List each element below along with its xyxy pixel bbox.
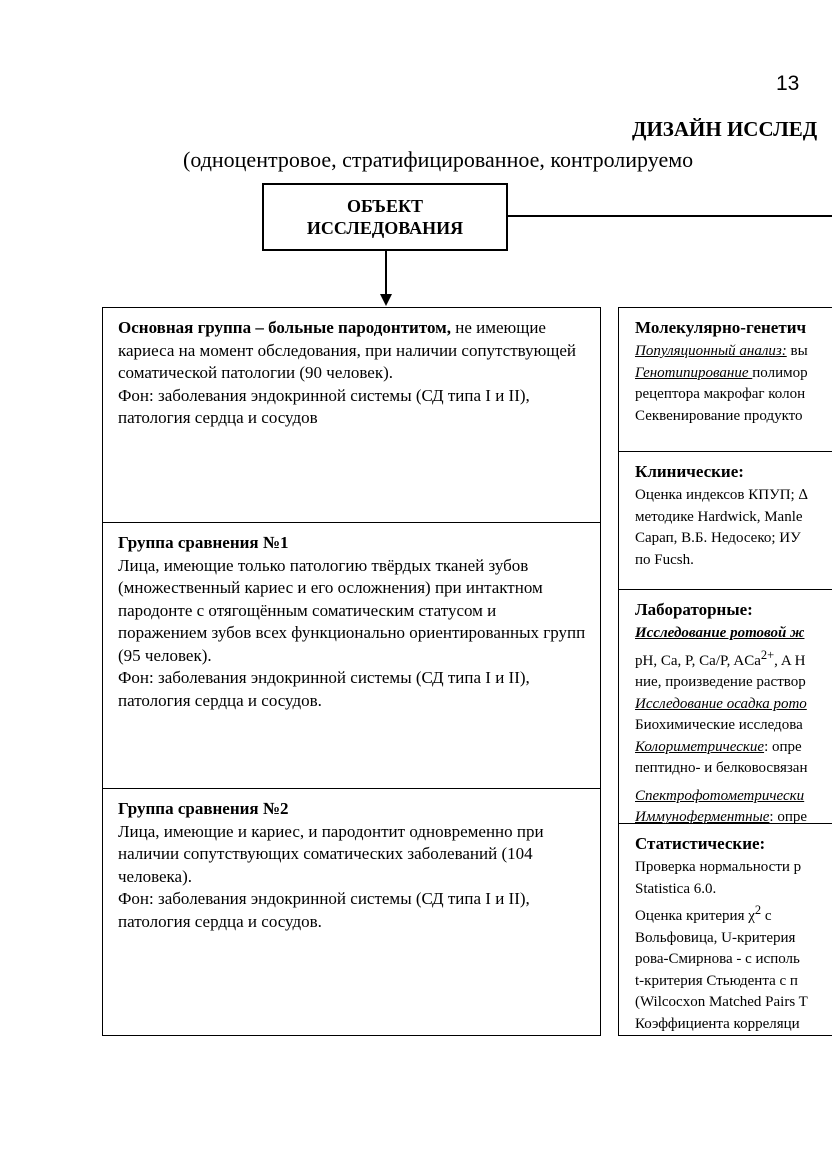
molecular-text: вы [786, 343, 808, 359]
molecular-em: Популяционный анализ: [635, 343, 787, 359]
statistics-line: (Wilcocxon Matched Pairs T [635, 994, 808, 1010]
statistics-line: t-критерия Стьюдента с п [635, 972, 798, 989]
group-comparison-2-body: Лица, имеющие и кариес, и пародонтит одновременно при наличии сопутствующих соматических заболеваний (104 человека). [118, 821, 544, 886]
group-comparison-2-background: Фон: заболевания эндокринной системы (СД типа I и II), патология сердца и сосудов. [118, 889, 530, 931]
section-clinical-title: Клинические: [635, 462, 744, 481]
study-object-line2: ИССЛЕДОВАНИЯ [306, 218, 464, 238]
group-main-body: не имеющие кариеса на момент обследования, при наличии сопутствующей соматической патологии (90 человек). [118, 318, 577, 382]
laboratory-text: : опре [764, 738, 802, 755]
laboratory-line: пептидно- и белковосвязан [635, 760, 808, 776]
group-main-background: Фон: заболевания эндокринной системы (СД типа I и II), патология сердца и сосудов [118, 385, 530, 427]
laboratory-em: Колориметрические [635, 738, 765, 755]
molecular-line: Секвенирование продукто [635, 407, 803, 424]
statistics-line: Вольфовица, U-критерия [635, 929, 796, 946]
statistics-line: Statistica 6.0. [635, 880, 717, 897]
laboratory-sup: 2+ [760, 647, 775, 662]
connector-down [385, 251, 387, 296]
statistics-text: Оценка критерия χ [635, 908, 755, 924]
section-laboratory [619, 589, 832, 823]
laboratory-em: Иммуноферментные [635, 809, 770, 823]
laboratory-em: Спектрофотометрически [635, 787, 805, 804]
laboratory-line [635, 786, 832, 808]
laboratory-text: pH, Ca, P, Ca/P, ACa [635, 652, 761, 669]
section-laboratory-title: Лабораторные: [635, 600, 753, 619]
section-statistics [619, 823, 832, 1035]
laboratory-line [635, 694, 832, 716]
molecular-em: Генотипирование [635, 364, 753, 381]
study-object-line1: ОБЪЕКТ [346, 196, 424, 216]
group-comparison-1 [103, 522, 600, 788]
group-comparison-1-background: Фон: заболевания эндокринной системы (СД типа I и II), патология сердца и сосудов. [118, 668, 530, 710]
group-comparison-1-title: Группа сравнения №1 [118, 533, 289, 552]
clinical-line: Сарап, В.Б. Недосеко; ИУ [635, 530, 801, 546]
clinical-line: Оценка индексов КПУП; ∆ [635, 487, 808, 503]
laboratory-line [635, 807, 832, 823]
statistics-line: Проверка нормальности р [635, 859, 802, 875]
page-number: 13 [776, 72, 800, 95]
connector-right [508, 215, 832, 217]
group-main [103, 308, 600, 522]
methods-column [618, 307, 832, 1036]
section-statistics-title: Статистические: [635, 834, 766, 853]
laboratory-em: Исследование осадка рото [635, 695, 807, 712]
statistics-text: с [761, 908, 772, 924]
group-comparison-2-title: Группа сравнения №2 [118, 799, 289, 818]
laboratory-line [635, 737, 832, 759]
group-main-title: Основная группа – больные пародонтитом, [118, 318, 451, 337]
laboratory-line: Биохимические исследова [635, 717, 803, 733]
statistics-line: Коэффициента корреляци [635, 1015, 800, 1032]
groups-column [102, 307, 601, 1036]
group-comparison-2 [103, 788, 600, 1035]
clinical-line: методике Hardwick, Manle [635, 508, 803, 525]
page-subtitle: (одноцентровое, стратифицированное, контролируемо [183, 147, 694, 172]
section-molecular-title: Молекулярно-генетич [635, 318, 807, 337]
molecular-line [635, 363, 832, 385]
laboratory-text: : опре [769, 809, 808, 823]
section-clinical [619, 451, 832, 589]
laboratory-line: ние, произведение раствор [635, 674, 806, 690]
statistics-line [635, 900, 832, 928]
molecular-line [635, 341, 832, 363]
section-molecular [619, 308, 832, 451]
laboratory-text: , A H [774, 652, 806, 669]
statistics-line: рова-Смирнова - с исполь [635, 951, 800, 967]
page-title: ДИЗАЙН ИССЛЕД [632, 117, 818, 141]
molecular-line: рецептора макрофаг колон [635, 386, 806, 402]
laboratory-em: Исследование ротовой ж [635, 625, 805, 641]
statistics-sup: 2 [754, 903, 762, 917]
study-object-box [262, 183, 508, 251]
group-comparison-1-body: Лица, имеющие только патологию твёрдых тканей зубов (множественный кариес и его осложнения) при интактном пародонте с отягощённым соматическим статусом и поражением зубов всех функционально ориентированных групп (95 человек). [118, 555, 586, 665]
molecular-text: полимор [752, 364, 808, 381]
clinical-line: по Fucsh. [635, 551, 694, 568]
laboratory-line [635, 645, 832, 673]
laboratory-line [635, 623, 832, 645]
arrow-down-icon [380, 294, 392, 306]
